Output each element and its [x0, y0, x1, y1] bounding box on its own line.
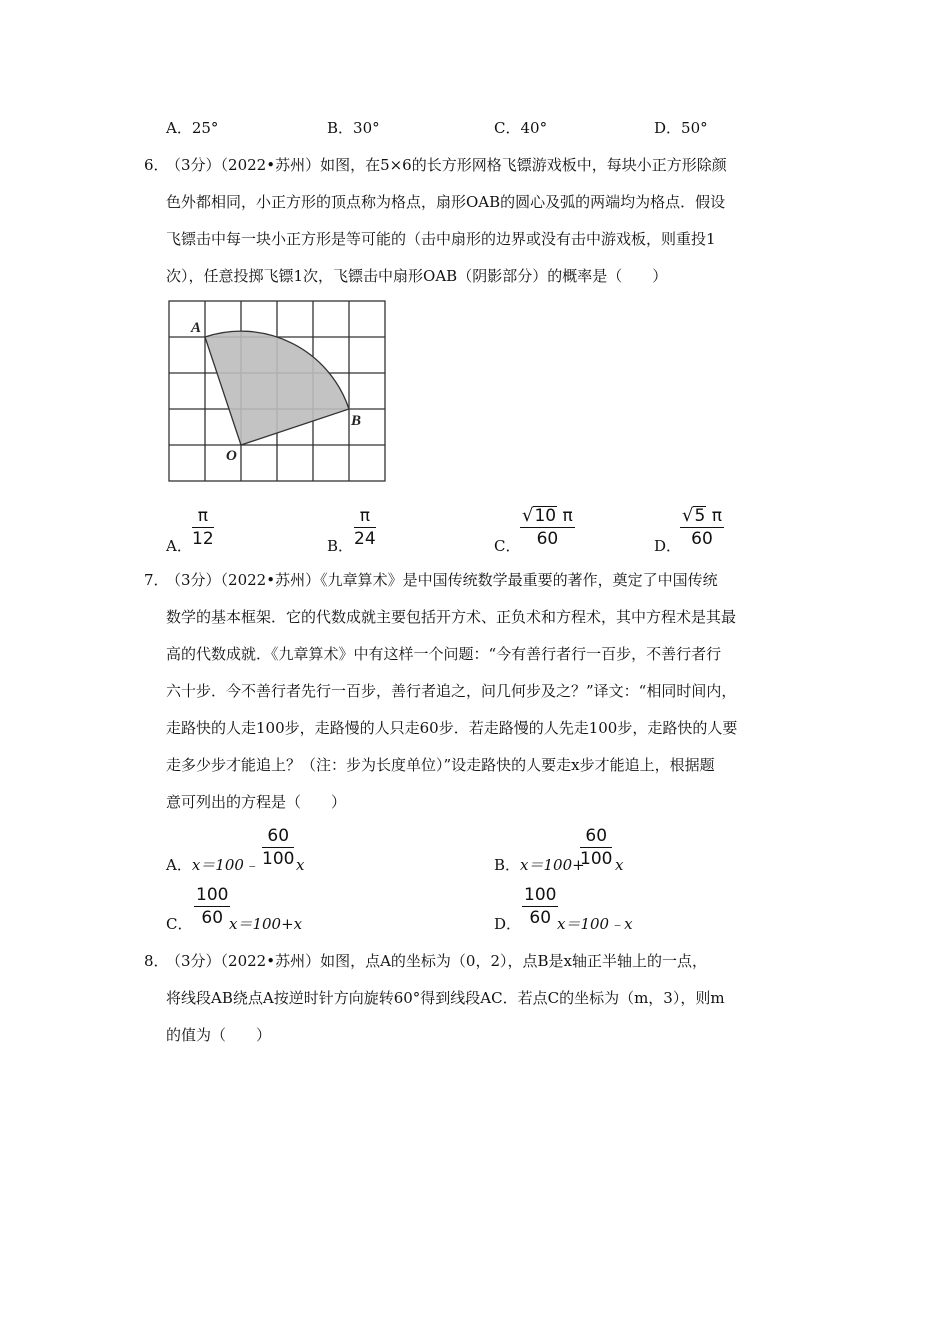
q6-line-3: 飞镖击中每一块小正方形是等可能的（击中扇形的边界或没有击中游戏板，则重投1 — [166, 230, 716, 248]
q7-option-b-tail: x — [615, 856, 624, 874]
q7-number: 7． — [144, 571, 169, 589]
q6-option-a-fraction: $\frac{\pi}{12}$ — [192, 506, 214, 549]
q7-line-4: 六十步．今不善行者先行一百步，善行者追之，问几何步及之？”译文：“相同时间内， — [166, 682, 737, 700]
q6-option-b-letter: B． — [327, 537, 354, 555]
q6-option-c-fraction: $\frac{√10 \pi}{60}$ — [522, 505, 573, 549]
q6-option-b-fraction: $\frac{\pi}{24}$ — [354, 506, 376, 549]
label-a: A — [191, 320, 202, 336]
q6-number: 6． — [144, 156, 169, 174]
q7-option-b: B．x＝100+ — [494, 856, 585, 874]
sqrt-symbol: √5 — [682, 505, 706, 526]
q7-option-d-fraction: $\frac{100}{60}$ — [524, 885, 557, 928]
q8-line-2: 将线段AB绕点A按逆时针方向旋转60°得到线段AC．若点C的坐标为（m，3），则m — [166, 989, 725, 1007]
q6-grid-figure — [160, 295, 400, 495]
q6-line-1: （3分）（2022•苏州）如图，在5×6的长方形网格飞镖游戏板中，每块小正方形除颜 — [166, 156, 727, 174]
q7-option-c-tail: x＝100+x — [229, 915, 303, 933]
q7-option-a-tail: x — [296, 856, 305, 874]
label-b: B — [351, 413, 362, 429]
q7-option-d-letter: D． — [494, 915, 522, 933]
q7-line-3: 高的代数成就．《九章算术》中有这样一个问题：“今有善行者行一百步，不善行者行 — [166, 645, 722, 663]
q6-option-d-fraction: $\frac{√5 \pi}{60}$ — [682, 505, 722, 549]
label-o: O — [226, 448, 237, 464]
q5-option-d: D．50° — [654, 119, 708, 137]
q7-line-7: 意可列出的方程是（ ） — [166, 793, 347, 811]
q7-option-c-letter: C． — [166, 915, 193, 933]
q7-option-c-fraction: $\frac{100}{60}$ — [196, 885, 229, 928]
q7-line-1: （3分）（2022•苏州）《九章算术》是中国传统数学最重要的著作，奠定了中国传统 — [166, 571, 718, 589]
q7-option-b-fraction: $\frac{60}{100}$ — [580, 826, 613, 869]
q7-line-5: 走路快的人走100步，走路慢的人只走60步．若走路慢的人先走100步，走路快的人要 — [166, 719, 738, 737]
q6-option-a-letter: A． — [166, 537, 192, 555]
q5-option-c: C．40° — [494, 119, 548, 137]
q8-number: 8． — [144, 952, 169, 970]
q5-option-b: B．30° — [327, 119, 380, 137]
q6-option-c-letter: C． — [494, 537, 521, 555]
sector-oab — [205, 331, 349, 445]
q7-line-6: 走多少步才能追上？（注：步为长度单位）”设走路快的人要走x步才能追上，根据题 — [166, 756, 715, 774]
q7-option-a-fraction: $\frac{60}{100}$ — [262, 826, 295, 869]
q6-line-2: 色外都相同，小正方形的顶点称为格点，扇形OAB的圆心及弧的两端均为格点．假设 — [166, 193, 726, 211]
q8-line-3: 的值为（ ） — [166, 1026, 272, 1044]
q6-option-d-letter: D． — [654, 537, 682, 555]
q7-option-d-tail: x＝100﹣x — [557, 915, 633, 933]
q8-line-1: （3分）（2022•苏州）如图，点A的坐标为（0，2），点B是x轴正半轴上的一点， — [166, 952, 707, 970]
q7-option-a: A．x＝100﹣ — [166, 856, 259, 874]
q7-line-2: 数学的基本框架．它的代数成就主要包括开方术、正负术和方程术，其中方程术是其最 — [166, 608, 737, 626]
sqrt-symbol: √10 — [522, 505, 557, 526]
q6-line-4: 次），任意投掷飞镖1次，飞镖击中扇形OAB（阴影部分）的概率是（ ） — [166, 267, 668, 285]
q5-option-a: A．25° — [166, 119, 219, 137]
